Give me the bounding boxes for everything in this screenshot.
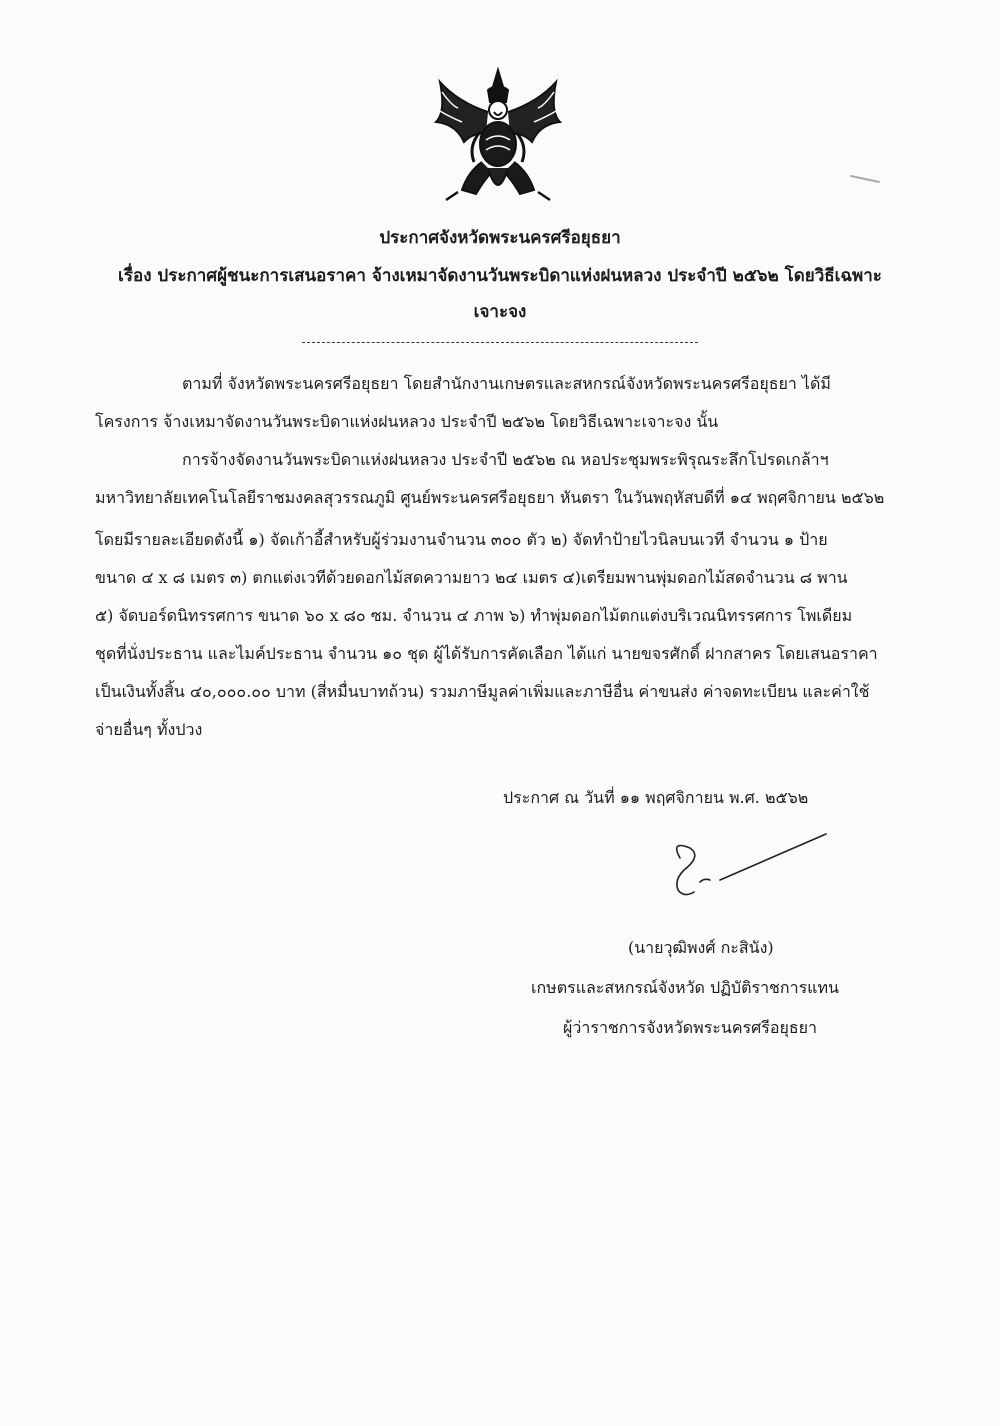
paragraph2-line2: มหาวิทยาลัยเทคโนโลยีราชมงคลสุวรรณภูมิ ศูนย์พระนครศรีอยุธยา หันตรา ในวันพฤหัสบดีที่ ๑๔ พฤศจิกายน ๒๕๖๒ [95,488,885,507]
paragraph2-line1: การจ้างจัดงานวันพระบิดาแห่งฝนหลวง ประจำปี ๒๕๖๒ ณ หอประชุมพระพิรุณระลึกโปรดเกล้าฯ [182,450,829,469]
scan-mark [850,175,880,183]
paragraph2-line3: โดยมีรายละเอียดดังนี้ ๑) จัดเก้าอี้สำหรับผู้ร่วมงานจำนวน ๓๐๐ ตัว ๒) จัดทำป้ายไวนิลบนเวที จำนวน ๑ ป้าย [95,530,828,549]
announcement-subject-line1: เรื่อง ประกาศผู้ชนะการเสนอราคา จ้างเหมาจัดงานวันพระบิดาแห่งฝนหลวง ประจำปี ๒๕๖๒ โดยวิธีเฉพาะ [118,266,882,286]
signature-icon [640,830,830,910]
announcement-subject-line2: เจาะจง [473,302,527,322]
announcement-title: ประกาศจังหวัดพระนครศรีอยุธยา [379,228,621,248]
paragraph2-line4: ขนาด ๔ x ๘ เมตร ๓) ตกแต่งเวทีด้วยดอกไม้สดความยาว ๒๔ เมตร ๔)เตรียมพานพุ่มดอกไม้สดจำนวน ๘ พาน [95,568,848,587]
title-divider [302,342,698,343]
signatory-position-line2: ผู้ว่าราชการจังหวัดพระนครศรีอยุธยา [563,1018,817,1037]
paragraph1-line2: โครงการ จ้างเหมาจัดงานวันพระบิดาแห่งฝนหลวง ประจำปี ๒๕๖๒ โดยวิธีเฉพาะเจาะจง นั้น [95,412,719,431]
paragraph1-line1: ตามที่ จังหวัดพระนครศรีอยุธยา โดยสำนักงานเกษตรและสหกรณ์จังหวัดพระนครศรีอยุธยา ได้มี [182,374,831,393]
garuda-emblem-icon [428,62,568,212]
paragraph2-line7: เป็นเงินทั้งสิ้น ๔๐,๐๐๐.๐๐ บาท (สี่หมื่นบาทถ้วน) รวมภาษีมูลค่าเพิ่มและภาษีอื่น ค่าขนส่ง ค่าจดทะเบียน และค่าใช้ [95,682,870,701]
paragraph2-line8: จ่ายอื่นๆ ทั้งปวง [95,720,203,739]
paragraph2-line5: ๕) จัดบอร์ดนิทรรศการ ขนาด ๖๐ x ๘๐ ซม. จำนวน ๔ ภาพ ๖) ทำพุ่มดอกไม้ตกแต่งบริเวณนิทรรศการ โพเดียม [95,606,853,625]
paragraph2-line6: ชุดที่นั่งประธาน และไมค์ประธาน จำนวน ๑๐ ชุด ผู้ได้รับการคัดเลือก ได้แก่ นายขจรศักดิ์ ฝากสาคร โดยเสนอราคา [95,644,878,663]
signatory-name: (นายวุฒิพงศ์ กะสินัง) [628,938,774,957]
signatory-position-line1: เกษตรและสหกรณ์จังหวัด ปฏิบัติราชการแทน [531,978,839,997]
announcement-date: ประกาศ ณ วันที่ ๑๑ พฤศจิกายน พ.ศ. ๒๕๖๒ [503,788,809,807]
